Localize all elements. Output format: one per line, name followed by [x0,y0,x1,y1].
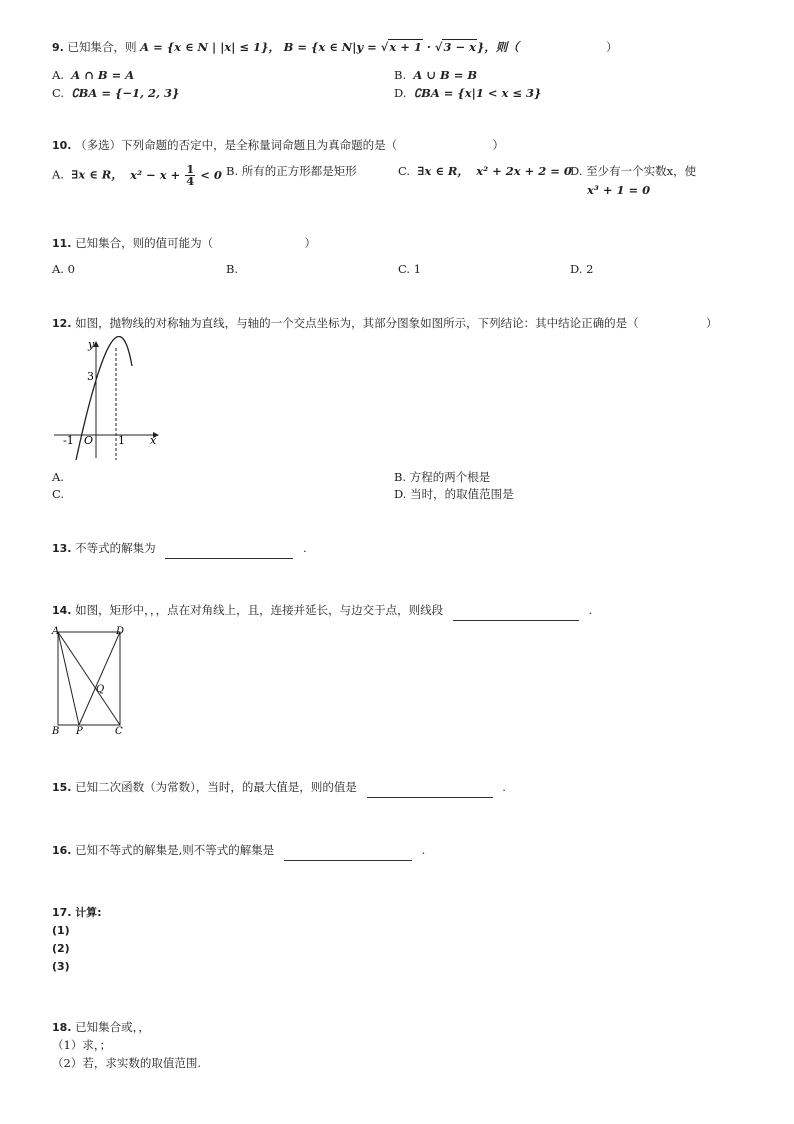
set-a-expression: A = {x ∈ N | |x| ≤ 1}， [140,40,280,54]
question-15-stem: 15. 已知二次函数（为常数），当时，的最大值是，则的值是 . [52,780,506,798]
question-number: 10. [52,139,72,152]
question-text: 已知集合或，， [75,1020,150,1034]
neg-one-label: -1 [63,434,74,447]
answer-blank[interactable] [284,845,412,861]
question-number: 15. [52,781,72,794]
question-text: 已知集合，则的值可能为（ [75,236,214,250]
q9-option-a[interactable]: A. A ∩ B = A [52,68,135,82]
q18-part-1: （1）求，； [52,1038,112,1052]
q10-option-b[interactable]: B. 所有的正方形都是矩形 [226,164,357,178]
point-q-label: Q [96,684,105,695]
answer-blank[interactable] [453,605,579,621]
point-d-label: D [116,626,125,637]
question-14-stem: 14. 如图，矩形中，，，点在对角线上，且，连接并延长，与边交于点，则线段 . [52,603,592,621]
rectangle-figure [50,622,135,738]
question-number: 12. [52,317,72,330]
set-b-expression: B = {x ∈ N|y = √x + 1 · √3 − x}，则（ [283,40,519,54]
answer-blank[interactable] [165,543,293,559]
answer-blank[interactable] [367,782,493,798]
q12-option-b[interactable]: B. 方程的两个根是 [394,470,491,484]
question-number: 13. [52,542,72,555]
question-number: 11. [52,237,72,250]
question-9-stem [52,40,618,55]
q10-option-a[interactable]: A. ∃x ∈ R， x² − x + $\frac{1}{4}$ < 0 [52,162,222,188]
question-11-stem [52,236,316,251]
question-number: 17. [52,906,72,919]
x-axis-label: x [150,434,157,447]
q11-option-c[interactable]: C. 1 [398,262,422,276]
question-text: 如图，矩形中，，，点在对角线上，且，连接并延长，与边交于点，则线段 [75,603,444,617]
point-b-label: B [52,726,60,737]
y-intercept-label: 3 [87,370,94,383]
q10-option-d-equation: x³ + 1 = 0 [587,183,651,197]
answer-paren: ） [304,236,316,250]
q11-option-a[interactable]: A. 0 [52,262,75,276]
q11-option-b[interactable]: B. [226,262,239,276]
question-10-stem [52,138,504,153]
q10-option-c[interactable]: C. ∃x ∈ R， x² + 2x + 2 = 0 [398,164,572,178]
q17-part-2: (2) [52,942,70,955]
question-18-stem [52,1020,150,1035]
q12-option-a[interactable]: A. [52,470,64,484]
point-a-label: A [52,626,60,637]
parabola-graph [50,336,165,462]
question-text: 不等式的解集为 [75,541,156,555]
question-number: 9. [52,41,64,54]
question-17-stem [52,905,102,920]
q9-option-c[interactable]: C. ∁BA = {−1, 2, 3} [52,86,180,100]
q11-option-d[interactable]: D. 2 [570,262,594,276]
q17-part-3: (3) [52,960,70,973]
point-p-label: P [76,726,83,737]
q10-option-d[interactable]: D. 至少有一个实数x，使 [570,164,697,178]
y-axis-label: y [88,338,95,351]
question-number: 18. [52,1021,72,1034]
q9-option-b[interactable]: B. A ∪ B = B [394,68,478,82]
question-16-stem: 16. 已知不等式的解集是,则不等式的解集是 . [52,843,425,861]
question-number: 14. [52,604,72,617]
q17-part-1: (1) [52,924,70,937]
q12-option-d[interactable]: D. 当时，的取值范围是 [394,487,514,501]
question-text: 已知二次函数（为常数），当时，的最大值是，则的值是 [75,780,357,794]
segment-ap [58,632,79,725]
segment-dp [79,632,120,725]
question-12-stem [52,316,717,331]
q18-part-2: （2）若，求实数的取值范围. [52,1056,201,1070]
question-text: 计算: [75,906,102,919]
answer-paren: ） [606,40,618,54]
answer-paren: ） [705,316,718,330]
point-c-label: C [115,726,123,737]
q12-option-c[interactable]: C. [52,487,65,501]
question-text: 已知不等式的解集是,则不等式的解集是 [75,843,275,857]
origin-label: O [84,434,94,447]
question-number: 16. [52,844,72,857]
q9-option-d[interactable]: D. ∁BA = {x|1 < x ≤ 3} [394,86,542,100]
question-text: 如图，抛物线的对称轴为直线，与轴的一个交点坐标为，其部分图象如图所示，下列结论：其中结论正确的是（ [75,316,639,330]
one-label: 1 [118,434,125,447]
answer-paren: ） [492,138,504,152]
question-text: 已知集合，则 [67,40,137,54]
question-text: （多选）下列命题的否定中，是全称量词命题且为真命题的是（ [75,138,398,152]
question-13-stem: 13. 不等式的解集为 . [52,541,307,559]
diagonal-ac [58,632,120,725]
